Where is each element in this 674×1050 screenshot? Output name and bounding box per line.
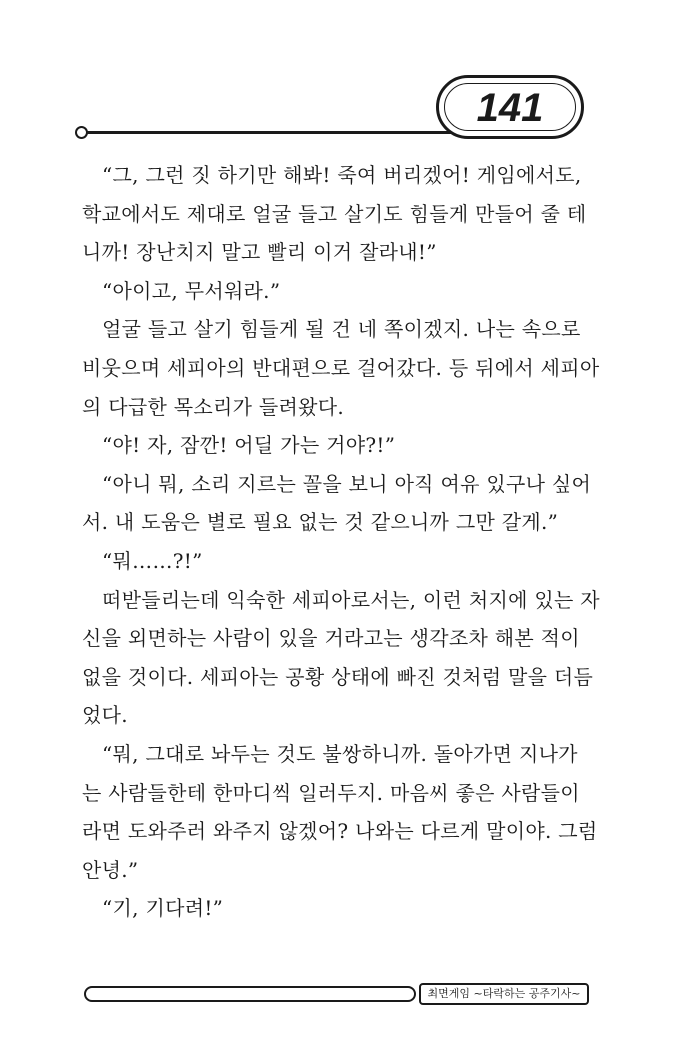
header-rule bbox=[86, 131, 458, 134]
page-number: 141 bbox=[476, 86, 544, 130]
text-line: 의 다급한 목소리가 들려왔다. bbox=[82, 394, 345, 419]
text-line: 신을 외면하는 사람이 있을 거라고는 생각조차 해본 적이 bbox=[82, 626, 580, 651]
page-number-badge bbox=[436, 75, 584, 139]
body-text bbox=[82, 156, 604, 928]
text-line: 얼굴 들고 살기 힘들게 될 건 네 쪽이겠지. 나는 속으로 bbox=[102, 317, 581, 342]
text-line: “야! 자, 잠깐! 어딜 가는 거야?!” bbox=[102, 433, 396, 458]
footer-book-title: 최면게임 ~타락하는 공주기사~ bbox=[419, 983, 589, 1005]
footer-rule bbox=[84, 986, 416, 1002]
text-line: “뭐……?!” bbox=[102, 548, 203, 573]
text-line: “그, 그런 짓 하기만 해봐! 죽여 버리겠어! 게임에서도, bbox=[102, 163, 582, 187]
text-line: 비웃으며 세피아의 반대편으로 걸어갔다. 등 뒤에서 세피아 bbox=[82, 355, 600, 380]
text-line: 떠받들리는데 익숙한 세피아로서는, 이런 처지에 있는 자 bbox=[102, 587, 600, 612]
text-line: 서. 내 도움은 별로 필요 없는 것 같으니까 그만 갈게.” bbox=[82, 510, 559, 535]
text-line: “기, 기다려!” bbox=[102, 896, 224, 921]
text-line: “아이고, 무서워라.” bbox=[102, 278, 281, 303]
text-line: 니까! 장난치지 말고 빨리 이거 잘라내!” bbox=[82, 240, 437, 265]
text-line: 없을 것이다. 세피아는 공황 상태에 빠진 것처럼 말을 더듬 bbox=[82, 664, 594, 689]
text-line: 안녕.” bbox=[82, 857, 139, 882]
text-line: 는 사람들한테 한마디씩 일러두지. 마음씨 좋은 사람들이 bbox=[82, 780, 580, 805]
text-line: 었다. bbox=[82, 703, 128, 728]
text-line: 학교에서도 제대로 얼굴 들고 살기도 힘들게 만들어 줄 테 bbox=[82, 201, 587, 226]
text-line: 라면 도와주러 와주지 않겠어? 나와는 다르게 말이야. 그럼 bbox=[82, 819, 598, 844]
text-line: “아니 뭐, 소리 지르는 꼴을 보니 아직 여유 있구나 싶어 bbox=[102, 471, 592, 496]
text-line: “뭐, 그대로 놔두는 것도 불쌍하니까. 돌아가면 지나가 bbox=[102, 741, 578, 766]
